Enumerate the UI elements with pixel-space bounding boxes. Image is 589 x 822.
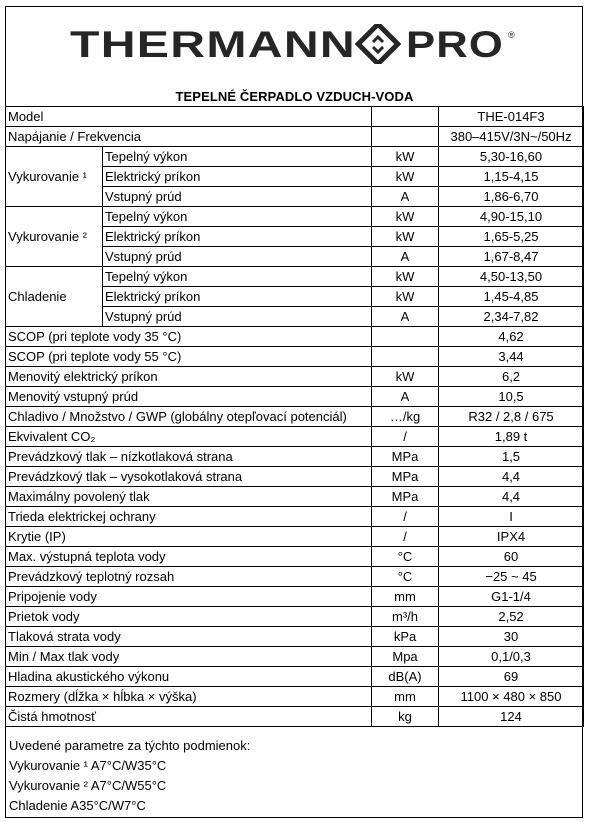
table-row: [6, 487, 584, 507]
table-row: [6, 547, 584, 567]
row-value: 1,65-5,25: [439, 227, 584, 247]
row-value: 380–415V/3N~/50Hz: [439, 127, 584, 147]
row-unit: °C: [372, 567, 439, 587]
footnotes: [9, 736, 250, 816]
document-title: TEPELNÉ ČERPADLO VZDUCH-VODA: [175, 89, 414, 104]
table-row: [6, 627, 584, 647]
row-value: 1,67-8,47: [439, 247, 584, 267]
table-row: [6, 467, 584, 487]
row-unit: A: [372, 187, 439, 207]
row-unit: [372, 127, 439, 147]
row-label: Napájanie / Frekvencia: [6, 127, 372, 147]
brand-logo-text-1: THERMANN: [69, 24, 356, 64]
row-value: 1,89 t: [439, 427, 584, 447]
table-row: [6, 387, 584, 407]
row-label: Pripojenie vody: [6, 587, 372, 607]
row-unit: kW: [372, 367, 439, 387]
row-value: 1,5: [439, 447, 584, 467]
row-label: Rozmery (dĺžka × hĺbka × výška): [6, 687, 372, 707]
row-label: Krytie (IP): [6, 527, 372, 547]
row-value: 124: [439, 707, 584, 727]
row-unit: [372, 347, 439, 367]
footnote-heating-2: Vykurovanie ² A7°C/W55°C: [9, 778, 167, 793]
row-param: Vstupný prúd: [103, 187, 372, 207]
brand-logo-graphic: [70, 24, 520, 64]
registered-mark: ®: [507, 30, 515, 40]
row-label: Prevádzkový tlak – vysokotlaková strana: [6, 467, 372, 487]
row-param: Elektrický príkon: [103, 287, 372, 307]
row-unit: /: [372, 427, 439, 447]
spec-table: [5, 106, 584, 727]
row-value: R32 / 2,8 / 675: [439, 407, 584, 427]
row-param: Elektrický príkon: [103, 167, 372, 187]
row-label: Prevádzkový tlak – nízkotlaková strana: [6, 447, 372, 467]
brand-logo-text-2: PRO: [405, 24, 504, 64]
table-row: [6, 267, 584, 287]
row-label: Prevádzkový teplotný rozsah: [6, 567, 372, 587]
row-value: G1-1/4: [439, 587, 584, 607]
row-unit: A: [372, 247, 439, 267]
row-label: Min / Max tlak vody: [6, 647, 372, 667]
row-label: SCOP (pri teplote vody 35 °C): [6, 327, 372, 347]
row-unit: kW: [372, 167, 439, 187]
table-row: [6, 507, 584, 527]
footnote-heading: Uvedené parametre za týchto podmienok:: [9, 738, 251, 753]
row-label: Menovitý vstupný prúd: [6, 387, 372, 407]
table-row: [6, 207, 584, 227]
table-row: [6, 127, 584, 147]
row-unit: MPa: [372, 487, 439, 507]
table-row: [6, 647, 584, 667]
row-param: Tepelný výkon: [103, 267, 372, 287]
row-unit: °C: [372, 547, 439, 567]
row-unit: kW: [372, 147, 439, 167]
table-row: [6, 527, 584, 547]
brand-logo: [0, 20, 589, 68]
diamond-icon: [358, 24, 398, 64]
row-unit: /: [372, 507, 439, 527]
row-value: THE-014F3: [439, 107, 584, 127]
row-unit: kW: [372, 227, 439, 247]
table-row: [6, 607, 584, 627]
row-unit: kg: [372, 707, 439, 727]
footnote-heating-1: Vykurovanie ¹ A7°C/W35°C: [9, 758, 167, 773]
table-row: [6, 147, 584, 167]
row-value: 0,1/0,3: [439, 647, 584, 667]
row-unit: m³/h: [372, 607, 439, 627]
row-unit: /: [372, 527, 439, 547]
row-param: Tepelný výkon: [103, 147, 372, 167]
table-row: [6, 427, 584, 447]
row-label: Ekvivalent CO₂: [6, 427, 372, 447]
row-value: 60: [439, 547, 584, 567]
row-value: 4,90-15,10: [439, 207, 584, 227]
row-label: Max. výstupná teplota vody: [6, 547, 372, 567]
row-label: Model: [6, 107, 372, 127]
row-unit: mm: [372, 687, 439, 707]
row-value: 1,15-4,15: [439, 167, 584, 187]
row-value: 4,62: [439, 327, 584, 347]
row-value: 4,50-13,50: [439, 267, 584, 287]
table-row: [6, 107, 584, 127]
row-value: 2,34-7,82: [439, 307, 584, 327]
row-label: Chladivo / Množstvo / GWP (globálny otepľovací potenciál): [6, 407, 372, 427]
row-value: 2,52: [439, 607, 584, 627]
row-value: 6,2: [439, 367, 584, 387]
row-value: 30: [439, 627, 584, 647]
row-unit: MPa: [372, 467, 439, 487]
row-unit: [372, 327, 439, 347]
table-row: [6, 567, 584, 587]
row-param: Tepelný výkon: [103, 207, 372, 227]
row-value: I: [439, 507, 584, 527]
row-value: −25 ~ 45: [439, 567, 584, 587]
table-row: [6, 347, 584, 367]
row-unit: kW: [372, 267, 439, 287]
table-row: [6, 367, 584, 387]
row-unit: A: [372, 307, 439, 327]
table-row: [6, 407, 584, 427]
table-row: [6, 667, 584, 687]
table-row: [6, 447, 584, 467]
row-param: Vstupný prúd: [103, 247, 372, 267]
row-unit: [372, 107, 439, 127]
row-value: IPX4: [439, 527, 584, 547]
group-label: Vykurovanie ²: [6, 207, 103, 267]
row-label: Maximálny povolený tlak: [6, 487, 372, 507]
row-value: 5,30-16,60: [439, 147, 584, 167]
row-unit: Mpa: [372, 647, 439, 667]
table-row: [6, 687, 584, 707]
row-value: 4,4: [439, 467, 584, 487]
row-value: 3,44: [439, 347, 584, 367]
row-value: 69: [439, 667, 584, 687]
row-label: Čistá hmotnosť: [6, 707, 372, 727]
row-param: Elektrický príkon: [103, 227, 372, 247]
row-label: Trieda elektrickej ochrany: [6, 507, 372, 527]
row-label: Menovitý elektrický príkon: [6, 367, 372, 387]
row-label: Hladina akustického výkonu: [6, 667, 372, 687]
group-label: Vykurovanie ¹: [6, 147, 103, 207]
row-unit: …/kg: [372, 407, 439, 427]
row-value: 4,4: [439, 487, 584, 507]
row-unit: kW: [372, 287, 439, 307]
row-value: 10,5: [439, 387, 584, 407]
row-param: Vstupný prúd: [103, 307, 372, 327]
row-unit: mm: [372, 587, 439, 607]
row-value: 1,45-4,85: [439, 287, 584, 307]
row-label: SCOP (pri teplote vody 55 °C): [6, 347, 372, 367]
row-unit: A: [372, 387, 439, 407]
row-unit: dB(A): [372, 667, 439, 687]
row-unit: MPa: [372, 447, 439, 467]
table-row: [6, 327, 584, 347]
row-label: Prietok vody: [6, 607, 372, 627]
table-row: [6, 587, 584, 607]
row-value: 1,86-6,70: [439, 187, 584, 207]
group-label: Chladenie: [6, 267, 103, 327]
table-row: [6, 707, 584, 727]
row-unit: kW: [372, 207, 439, 227]
row-value: 1100 × 480 × 850: [439, 687, 584, 707]
row-label: Tlaková strata vody: [6, 627, 372, 647]
row-unit: kPa: [372, 627, 439, 647]
footnote-cooling: Chladenie A35°C/W7°C: [9, 798, 146, 813]
